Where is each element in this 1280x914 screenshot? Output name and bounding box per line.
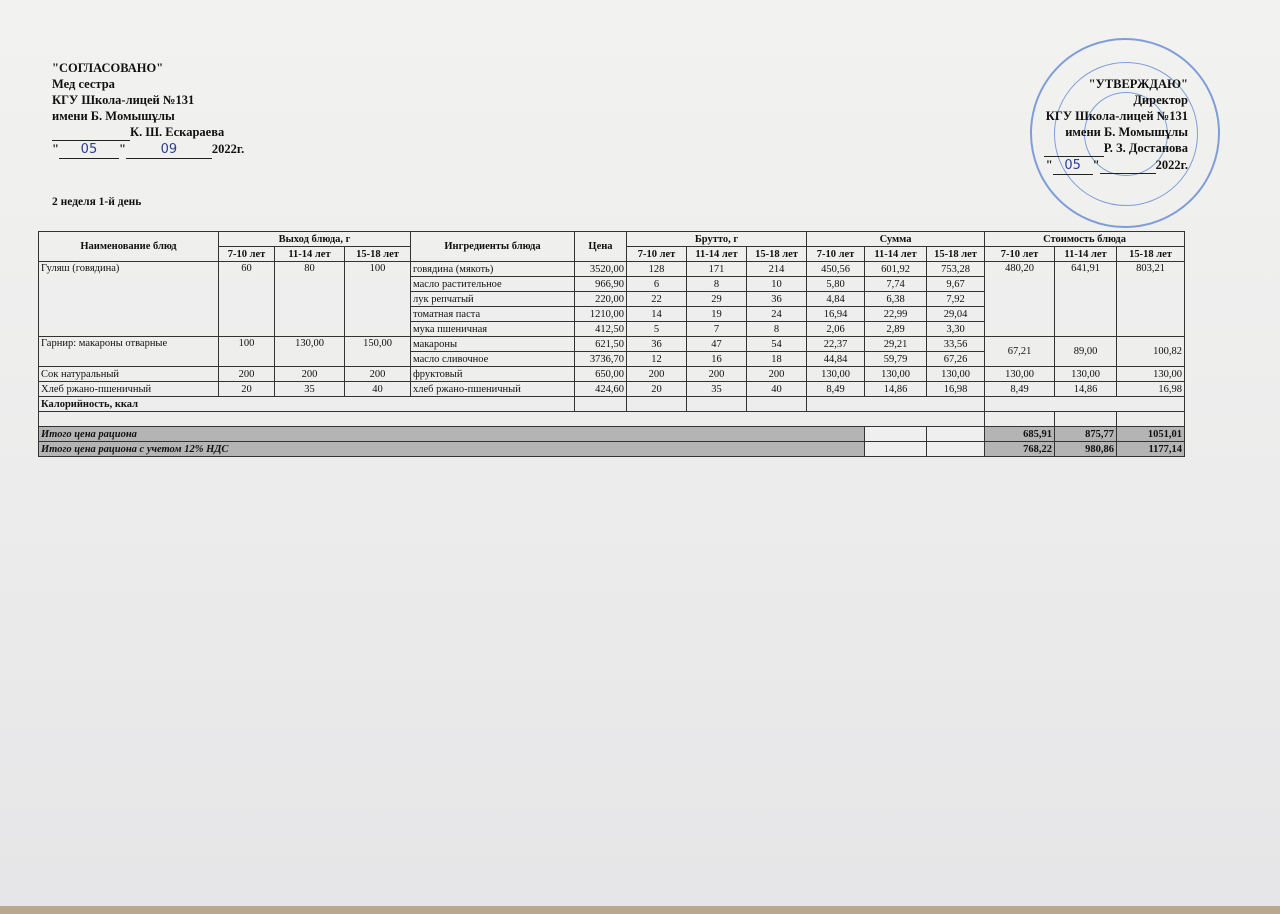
table-row: мука пшеничная 412,50 5 7 8 2,06 2,89 3,30 (39, 322, 1185, 337)
table-row: масло сливочное 3736,70 12 16 18 44,84 59,79 67,26 (39, 352, 1185, 367)
empty-row (39, 412, 1185, 427)
age-header: 7-10 лет (627, 247, 687, 262)
col-price: Цена (575, 232, 627, 262)
dish-name: Гарнир: макароны отварные (39, 337, 219, 367)
calories-row (39, 397, 1185, 412)
nurse-position: Мед сестра (52, 77, 115, 91)
table-row: Сок натуральный 200 200 200 фруктовый 650,00 200 200 200 130,00 130,00 130,00 130,00 130,00 130,00 (39, 367, 1185, 382)
age-header: 7-10 лет (219, 247, 275, 262)
age-header: 7-10 лет (985, 247, 1055, 262)
signature-line: К. Ш. Ескараева (52, 124, 244, 141)
table-row: Гарнир: макароны отварные 100 130,00 150,00 макароны 621,50 36 47 54 22,37 29,21 33,56 67,21 89,00 100,82 (39, 337, 1185, 352)
dish-name: Сок натуральный (39, 367, 219, 382)
age-header: 15-18 лет (345, 247, 411, 262)
col-dish-cost: Стоимость блюда (985, 232, 1185, 247)
approval-block-right (1044, 76, 1188, 175)
table-row: лук репчатый 220,00 22 29 36 4,84 6,38 7,92 (39, 292, 1185, 307)
dish-name: Гуляш (говядина) (39, 262, 219, 337)
director-position: Директор (1133, 93, 1188, 107)
table-row: томатная паста 1210,00 14 19 24 16,94 22,99 29,04 (39, 307, 1185, 322)
total-vat-label: Итого цена рациона с учетом 12% НДС (39, 442, 865, 457)
age-header: 11-14 лет (687, 247, 747, 262)
school-named-after: имени Б. Момышұлы (52, 109, 175, 123)
dish-name: Хлеб ржано-пшеничный (39, 382, 219, 397)
col-gross: Брутто, г (627, 232, 807, 247)
age-header: 11-14 лет (865, 247, 927, 262)
menu-day-label: 2 неделя 1-й день (52, 196, 142, 208)
col-dish-name: Наименование блюд (39, 232, 219, 262)
director-signature-line: Р. З. Достанова (1044, 140, 1188, 157)
age-header: 11-14 лет (275, 247, 345, 262)
approval-title: "СОГЛАСОВАНО" (52, 61, 164, 75)
total-vat-row: Итого цена рациона с учетом 12% НДС 768,22 980,86 1177,14 (39, 442, 1185, 457)
age-header: 15-18 лет (747, 247, 807, 262)
date-line: " 05 " 09 2022г. (52, 142, 245, 157)
col-sum: Сумма (807, 232, 985, 247)
table-row: масло растительное 966,90 6 8 10 5,80 7,74 9,67 (39, 277, 1185, 292)
school-named-after-right: имени Б. Момышұлы (1065, 125, 1188, 139)
school-name: КГУ Школа-лицей №131 (52, 93, 195, 107)
age-header: 11-14 лет (1055, 247, 1117, 262)
table-row: Гуляш (говядина) 60 80 100 говядина (мякоть) 3520,00 128 171 214 450,56 601,92 753,28 480,20 641,91 803,21 (39, 262, 1185, 277)
approval-block-left (52, 60, 244, 159)
director-date-line: " 05 " 2022г. (1045, 158, 1188, 173)
ingredient-name: говядина (мякоть) (411, 262, 575, 277)
table-row: Хлеб ржано-пшеничный 20 35 40 хлеб ржано-пшеничный 424,60 20 35 40 8,49 14,86 16,98 8,49 14,86 16,98 (39, 382, 1185, 397)
menu-table (38, 231, 1185, 457)
desk-edge (0, 906, 1280, 914)
col-output: Выход блюда, г (219, 232, 411, 247)
age-header: 7-10 лет (807, 247, 865, 262)
total-label: Итого цена рациона (39, 427, 865, 442)
age-header: 15-18 лет (1117, 247, 1185, 262)
approve-title: "УТВЕРЖДАЮ" (1088, 77, 1188, 91)
col-ingredients: Ингредиенты блюда (411, 232, 575, 262)
school-name-right: КГУ Школа-лицей №131 (1045, 109, 1188, 123)
total-row: Итого цена рациона 685,91 875,77 1051,01 (39, 427, 1185, 442)
age-header: 15-18 лет (927, 247, 985, 262)
calories-label: Калорийность, ккал (39, 397, 575, 412)
